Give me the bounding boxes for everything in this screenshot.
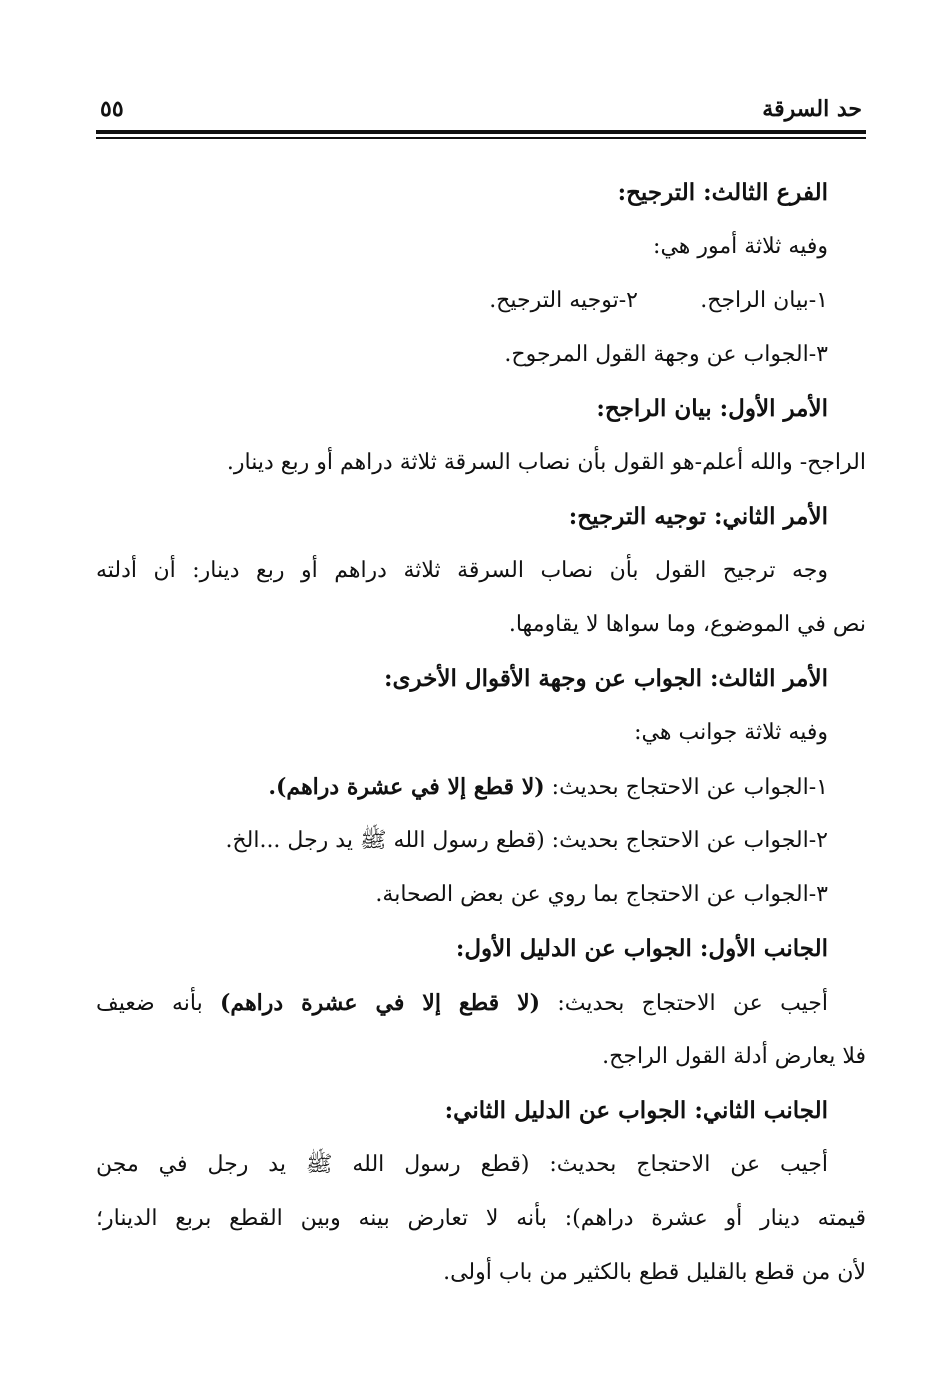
- item-3: ٣-الجواب عن وجهة القول المرجوح.: [504, 342, 828, 367]
- side-1-line-2: فلا يعارض أدلة القول الراجح.: [602, 1044, 866, 1069]
- header-rule-thin: [96, 137, 866, 139]
- matter-3-heading: الأمر الثالث: الجواب عن وجهة الأقوال الأخرى:: [383, 665, 828, 692]
- header-rule-thick: [96, 130, 866, 134]
- intro-three-aspects: وفيه ثلاثة جوانب هي:: [634, 720, 828, 745]
- aspect-1-quote: (لا قطع إلا في عشرة دراهم).: [268, 774, 545, 800]
- aspect-2: ٢-الجواب عن الاحتجاج بحديث: (قطع رسول الله ﷺ يد رجل ...الخ.: [225, 828, 828, 853]
- matter-2-text-line-2: نص في الموضوع، وما سواها لا يقاومها.: [508, 612, 866, 637]
- body-text: [96, 166, 866, 1300]
- page-number: ٥٥: [100, 96, 124, 122]
- side-2-line-2: قيمته دينار أو عشرة دراهم): بأنه لا تعارض بينه وبين القطع بربع الدينار؛: [96, 1206, 866, 1231]
- side-2-heading: الجانب الثاني: الجواب عن الدليل الثاني:: [444, 1097, 828, 1124]
- side-1-quote: (لا قطع إلا في عشرة دراهم): [220, 990, 541, 1016]
- aspect-3: ٣-الجواب عن الاحتجاج بما روي عن بعض الصحابة.: [375, 882, 828, 907]
- aspect-1: [96, 760, 866, 814]
- matter-1-heading: الأمر الأول: بيان الراجح:: [596, 395, 828, 422]
- items-row: [96, 274, 866, 328]
- side-2-line-1: أجيب عن الاحتجاج بحديث: (قطع رسول الله ﷺ يد رجل في مجن: [96, 1152, 828, 1177]
- matter-2-text-line-1: وجه ترجيح القول بأن نصاب السرقة ثلاثة دراهم أو ربع دينار: أن أدلته: [96, 558, 828, 583]
- branch-heading: الفرع الثالث: الترجيح:: [617, 179, 828, 206]
- side-1-suffix: بأنه ضعيف: [96, 991, 221, 1016]
- side-2-line-3: لأن من قطع بالقليل قطع بالكثير من باب أولى.: [443, 1260, 866, 1285]
- side-1-line-1: [96, 976, 866, 1030]
- running-title: حد السرقة: [762, 96, 862, 122]
- matter-1-text: الراجح- والله أعلم-هو القول بأن نصاب السرقة ثلاثة دراهم أو ربع دينار.: [226, 450, 866, 475]
- aspect-1-prefix: ١-الجواب عن الاحتجاج بحديث:: [544, 775, 828, 800]
- matter-2-heading: الأمر الثاني: توجيه الترجيح:: [568, 503, 828, 530]
- item-2: ٢-توجيه الترجيح.: [489, 288, 638, 313]
- item-1: ١-بيان الراجح.: [700, 288, 828, 313]
- intro-three-matters: وفيه ثلاثة أمور هي:: [653, 234, 828, 259]
- side-1-heading: الجانب الأول: الجواب عن الدليل الأول:: [455, 935, 828, 962]
- side-1-prefix: أجيب عن الاحتجاج بحديث:: [540, 991, 829, 1016]
